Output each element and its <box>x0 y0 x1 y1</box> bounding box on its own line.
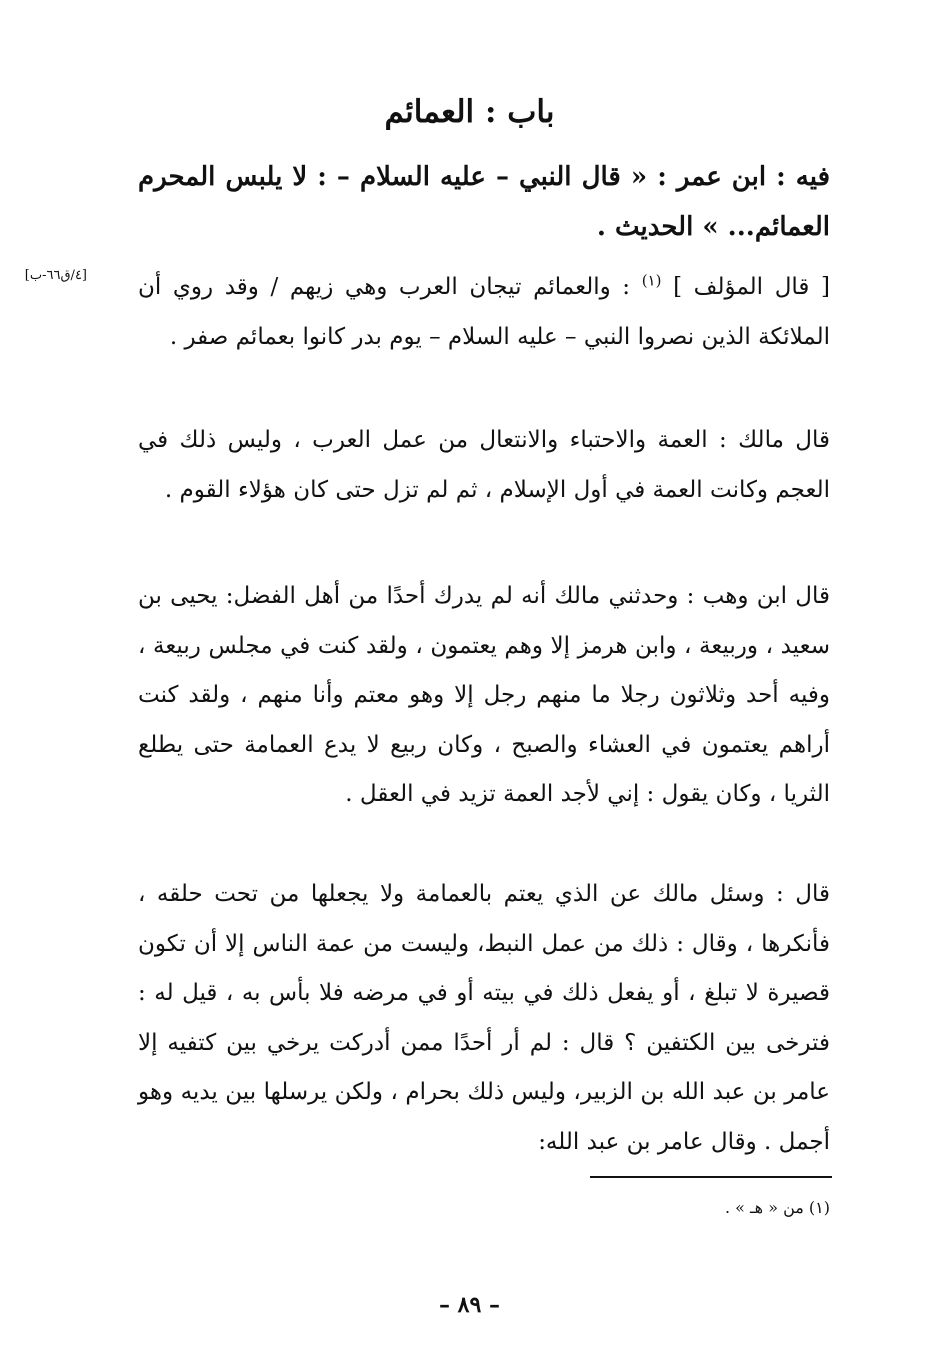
manuscript-folio-reference: [٤/ق٦٦-ب] <box>24 268 87 283</box>
paragraph-ibn-wahb: قال ابن وهب : وحدثني مالك أنه لم يدرك أحدًا من أهل الفضل: يحيى بن سعيد ، وربيعة ، وابن هرمز إلا وهم يعتمون ، ولقد كنت في مجلس ربيعة ، وفيه أحد وثلاثون رجلا ما منهم رجل إلا وهو معتم وأنا منهم ، ولقد كنت أراهم يعتمون في العشاء والصبح ، وكان ربيع لا يدع العمامة حتى يطلع الثريا ، وكان يقول : إني لأجد العمة تزيد في العقل . <box>138 583 830 807</box>
paragraph-malik: قال مالك : العمة والاحتباء والانتعال من عمل العرب ، وليس ذلك في العجم وكانت العمة في أول الإسلام ، ثم لم تزل حتى كان هؤلاء القوم . <box>138 427 830 503</box>
footnote-marker: (١) <box>641 271 662 290</box>
page-number: – ٨٩ – <box>439 1292 500 1318</box>
hadith-text: فيه : ابن عمر : « قال النبي – عليه السلام – : لا يلبس المحرم العمائم... » الحديث . <box>138 162 830 242</box>
paragraph-author-note <box>138 263 830 362</box>
footnote-divider <box>590 1176 832 1178</box>
author-note-text: : والعمائم تيجان العرب وهي زيهم / وقد روي أن الملائكة الذين نصروا النبي – عليه السلام – يوم بدر كانوا بعمائم صفر . <box>138 274 830 350</box>
chapter-heading: باب : العمائم <box>384 94 555 130</box>
paragraph-turban-question: قال : وسئل مالك عن الذي يعتم بالعمامة ولا يجعلها من تحت حلقه ، فأنكرها ، وقال : ذلك من عمل النبط، وليست من عمة الناس إلا أن تكون قصيرة لا تبلغ ، أو يفعل ذلك في بيته أو في مرضه فلا بأس به ، قيل له : فترخى بين الكتفين ؟ قال : لم أر أحدًا ممن أدركت يرخي بين كتفيه إلا عامر بن عبد الله بن الزبير، وليس ذلك بحرام ، ولكن يرسلها بين يديه وهو أجمل . وقال عامر بن عبد الله: <box>138 881 830 1155</box>
author-lead: [ قال المؤلف ] <box>673 274 830 300</box>
footnote: (١) من « هـ » . <box>724 1198 830 1217</box>
